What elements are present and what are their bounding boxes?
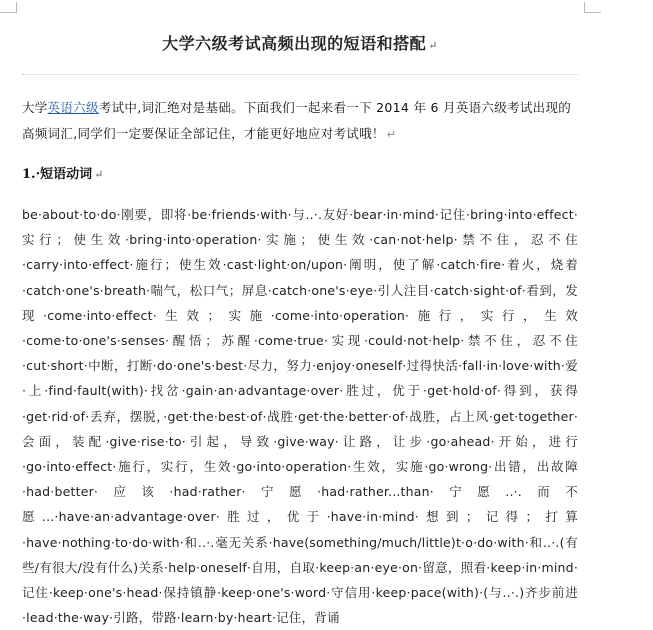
document-page (22, 0, 578, 626)
intro-text-before-link: 大学 (22, 100, 48, 115)
intro-paragraph (22, 95, 578, 148)
phrase-list-paragraph: be·about·to·do·刚要，即将·be·friends·with·与..·.友好·bear·in·mind·记住·bring·into·effect·实行；使生效·bring·into·operation·实施；使生效·can·not·help·禁不住，忍不住·carry·into·effect·施行；使生效·cast·light·on/upon·阐明，使了解·catch·fire·着火，烧着·catch·one's·breath·喘气，松口气；屏息·catch·one's·eye·引人注目·catch·sight·of·看到，发现·come·into·effect·生效；实施·come·into·operation·施行，实行，生效·come·to·one's·senses·醒悟；苏醒·come·true·实现·could·not·help·禁不住，忍不住·cut·short·中断，打断·do·one's·best·尽力，努力·enjoy·oneself·过得快活·fall·in·love·with·爱·上·find·fault(with)·找岔·gain·an·advantage·over·胜过，优于·get·hold·of·得到，获得·get·rid·of·丢弃，摆脱，·get·the·best·of·战胜·get·the·better·of·战胜，占上风·get·together·会面，装配·give·rise·to·引起，导致·give·way·让路，让步·go·ahead·开始，进行·go·into·effect·施行，实行，生效·go·into·operation·生效，实施·go·wrong·出错，出故障·had·better·应该·had·rather·宁愿·had·rather...than·宁愿..·.而不愿...·have·an·advantage·over·胜过，优于·have·in·mind·想到；记得；打算·have·nothing·to·do·with·和..·.毫无关系·have(something/much/little)t·o·do·with·和..·.(有些/有很大/没有什么)关系·help·oneself·自用，自取·keep·an·eye·on·留意，照看·keep·in·mind·记住·keep·one's·head·保持镇静·keep·one's·word·守信用·keep·pace(with)·(与..·.)齐步前进·lead·the·way·引路，带路·learn·by·heart·记住，背诵 (22, 207, 578, 626)
paragraph-mark-icon: ↵ (94, 168, 104, 181)
intro-text-after-link: 考试中,词汇绝对是基础。下面我们一起来看一下 2014 年 6 月英语六级考试出现的高频词汇,同学们一定要保证全部记住，才能更好地应对考试哦！ (22, 100, 572, 141)
cet6-link[interactable]: 英语六级 (47, 100, 99, 115)
title-divider (22, 74, 578, 75)
section-heading (22, 164, 578, 186)
document-title (22, 32, 578, 58)
paragraph-mark-icon: ↵ (428, 39, 438, 52)
page-corner-mark-right (584, 2, 601, 13)
paragraph-mark-icon: ↵ (386, 128, 397, 141)
document-title-text: 大学六级考试高频出现的短语和搭配 (162, 34, 427, 53)
section-heading-text: 1.·短语动词 (22, 167, 93, 182)
page-corner-mark-left (0, 2, 17, 13)
